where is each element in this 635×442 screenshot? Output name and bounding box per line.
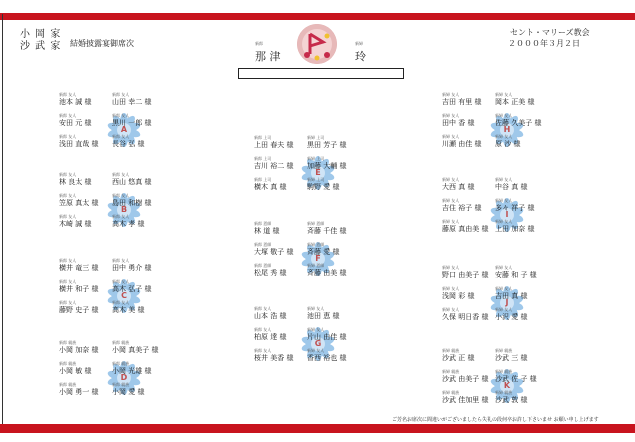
guest-role: 新婦 友人 [495, 198, 513, 203]
table-letter: I [500, 208, 514, 222]
guest-name: 小岡 光雄 様 [112, 367, 152, 375]
guest-name: 黒田 芳子 様 [307, 141, 347, 149]
guest-role: 新郎 親族 [59, 340, 77, 345]
guest-role: 新郎 親族 [112, 361, 130, 366]
guest-role: 新郎 友人 [59, 300, 77, 305]
guest-role: 新郎 上司 [254, 156, 272, 161]
guest-name: 岡本 正美 様 [495, 98, 535, 106]
guest-name: 小岡 勇一 様 [59, 388, 99, 396]
guest-role: 新婦 上司 [307, 177, 325, 182]
table-letter: K [500, 379, 514, 393]
top-red-bar [0, 13, 635, 20]
guest-role: 新郎 友人 [59, 214, 77, 219]
bride-family-title: 沙 武 家 [20, 41, 62, 52]
bottom-red-bar [0, 424, 635, 433]
guest-role: 新婦 親族 [442, 369, 460, 374]
venue: セント・マリーズ教会 [510, 28, 590, 37]
guest-role: 新郎 友人 [112, 258, 130, 263]
guest-name: 藤野 史子 様 [59, 306, 99, 314]
guest-name: 山田 幸二 様 [112, 98, 152, 106]
reception-title: 結婚披露宴御席次 [70, 39, 134, 48]
guest-name: 沙武 由美子 様 [442, 375, 489, 383]
groom-family-title: 小 岡 家 [20, 29, 62, 40]
guest-role: 新婦 友人 [442, 265, 460, 270]
guest-name: 川瀬 由佳 様 [442, 140, 482, 148]
guest-role: 新婦 親族 [442, 390, 460, 395]
guest-role: 新婦 友人 [495, 307, 513, 312]
guest-name: 林 道 様 [254, 227, 280, 235]
guest-name: 大西 真 様 [442, 183, 475, 191]
guest-role: 新婦 親族 [495, 390, 513, 395]
guest-name: 小岡 愛 様 [112, 388, 145, 396]
guest-name: 大塚 敬子 様 [254, 248, 294, 256]
guest-role: 新郎 恩師 [254, 263, 272, 268]
groom-label: 新郎 [255, 41, 263, 46]
guest-name: 小岡 加奈 様 [59, 346, 99, 354]
guest-role: 新郎 友人 [59, 134, 77, 139]
guest-name: 駒野 愛 様 [307, 183, 340, 191]
guest-name: 佐藤 久美子 様 [495, 119, 542, 127]
guest-name: 沙武 佳加里 様 [442, 396, 489, 404]
guest-role: 新郎 友人 [59, 258, 77, 263]
guest-role: 新婦 親族 [495, 369, 513, 374]
guest-role: 新郎 友人 [112, 113, 130, 118]
guest-role: 新婦 友人 [495, 177, 513, 182]
guest-role: 新郎 友人 [59, 279, 77, 284]
guest-name: 山本 浩 様 [254, 312, 287, 320]
guest-name: 上田 加奈 様 [495, 225, 535, 233]
guest-name: 林 良太 様 [59, 178, 92, 186]
guest-role: 新郎 友人 [254, 327, 272, 332]
guest-role: 新郎 親族 [59, 361, 77, 366]
guest-name: 高木 孝 様 [112, 220, 145, 228]
guest-role: 新婦 友人 [307, 327, 325, 332]
guest-role: 新婦 友人 [495, 265, 513, 270]
guest-role: 新郎 友人 [112, 92, 130, 97]
bride-name: 玲 [355, 50, 366, 63]
groom-name: 那 津 [255, 50, 281, 63]
guest-role: 新郎 恩師 [254, 242, 272, 247]
date: ２０００年３月２日 [508, 39, 580, 48]
guest-name: 池本 誠 様 [59, 98, 92, 106]
guest-name: 沙武 敦 様 [495, 396, 528, 404]
guest-role: 新郎 親族 [59, 382, 77, 387]
guest-role: 新婦 友人 [442, 134, 460, 139]
guest-role: 新婦 友人 [442, 92, 460, 97]
guest-role: 新郎 友人 [254, 348, 272, 353]
guest-name: 加藤 大輔 様 [307, 162, 347, 170]
table-letter: A [117, 123, 131, 137]
guest-name: 斉藤 愛 様 [307, 248, 340, 256]
guest-role: 新婦 親族 [495, 348, 513, 353]
guest-role: 新郎 友人 [59, 172, 77, 177]
guest-role: 新郎 親族 [112, 382, 130, 387]
guest-name: 沙武 佐 子 様 [495, 375, 537, 383]
guest-name: 木崎 誠 様 [59, 220, 92, 228]
guest-name: 笠原 真太 様 [59, 199, 99, 207]
guest-role: 新婦 友人 [495, 219, 513, 224]
guest-name: 小岡 真美子 様 [112, 346, 159, 354]
guest-name: 吉住 裕子 様 [442, 204, 482, 212]
guest-role: 新郎 親族 [112, 340, 130, 345]
table-letter: G [311, 337, 325, 351]
guest-role: 新婦 友人 [495, 134, 513, 139]
guest-role: 新婦 友人 [307, 306, 325, 311]
guest-name: 久保 明日香 様 [442, 313, 489, 321]
guest-role: 新婦 上司 [307, 135, 325, 140]
message-box [238, 68, 404, 79]
guest-role: 新婦 友人 [442, 219, 460, 224]
guest-role: 新郎 友人 [112, 172, 130, 177]
guest-role: 新婦 友人 [307, 348, 325, 353]
guest-role: 新婦 友人 [495, 113, 513, 118]
guest-name: 横井 竜三 様 [59, 264, 99, 272]
guest-name: 沙武 三 様 [495, 354, 528, 362]
guest-name: 吉田 有里 様 [442, 98, 482, 106]
couple-emblem-icon [297, 24, 337, 64]
guest-name: 斉藤 由美 様 [307, 269, 347, 277]
guest-name: 横木 真 様 [254, 183, 287, 191]
guest-name: 片山 由佳 様 [307, 333, 347, 341]
guest-name: 中谷 真 様 [495, 183, 528, 191]
guest-name: 高木 美 様 [112, 306, 145, 314]
guest-name: 横井 和子 様 [59, 285, 99, 293]
guest-role: 新郎 友人 [59, 92, 77, 97]
guest-role: 新婦 上司 [307, 156, 325, 161]
guest-name: 斉藤 千佳 様 [307, 227, 347, 235]
guest-role: 新郎 恩師 [254, 221, 272, 226]
guest-name: 小沢 愛 様 [495, 313, 528, 321]
guest-role: 新婦 親族 [442, 348, 460, 353]
guest-name: 吉川 裕二 様 [254, 162, 294, 170]
guest-role: 新郎 友人 [59, 193, 77, 198]
guest-role: 新婦 恩師 [307, 242, 325, 247]
left-edge-line [2, 14, 3, 424]
guest-role: 新郎 友人 [112, 134, 130, 139]
guest-name: 安田 元 様 [59, 119, 92, 127]
guest-role: 新郎 友人 [112, 193, 130, 198]
guest-name: 島田 和樹 様 [112, 199, 152, 207]
guest-role: 新郎 上司 [254, 135, 272, 140]
guest-name: 田中 勇介 様 [112, 264, 152, 272]
guest-name: 高木 弘子 様 [112, 285, 152, 293]
guest-name: 池田 恵 様 [307, 312, 340, 320]
guest-role: 新婦 友人 [442, 198, 460, 203]
guest-name: 香西 裕也 様 [307, 354, 347, 362]
table-letter: J [500, 296, 514, 310]
guest-role: 新郎 友人 [254, 306, 272, 311]
guest-role: 新婦 友人 [495, 286, 513, 291]
guest-name: 長谷 弘 様 [112, 140, 145, 148]
guest-name: 黒川 一郎 様 [112, 119, 152, 127]
table-letter: D [117, 371, 131, 385]
guest-role: 新婦 友人 [442, 286, 460, 291]
guest-role: 新郎 友人 [112, 214, 130, 219]
guest-name: 田中 香 様 [442, 119, 475, 127]
guest-name: 原 沙 様 [495, 140, 521, 148]
guest-name: 多々 祥子 様 [495, 204, 535, 212]
guest-name: 浅田 直哉 様 [59, 140, 99, 148]
guest-name: 浅岡 彩 様 [442, 292, 475, 300]
footer-note: ご芳名お席次に間違いがございましたら失礼の段何卒お許し下さいませ お願い申し上げます [392, 417, 599, 423]
guest-name: 野口 由美子 様 [442, 271, 489, 279]
guest-role: 新婦 恩師 [307, 221, 325, 226]
guest-role: 新婦 恩師 [307, 263, 325, 268]
table-letter: H [500, 123, 514, 137]
guest-role: 新郎 上司 [254, 177, 272, 182]
guest-role: 新婦 友人 [495, 92, 513, 97]
table-letter: C [117, 289, 131, 303]
guest-name: 柏原 達 様 [254, 333, 287, 341]
guest-role: 新郎 友人 [112, 300, 130, 305]
guest-role: 新郎 友人 [59, 113, 77, 118]
guest-name: 松尾 秀 様 [254, 269, 287, 277]
guest-role: 新婦 友人 [442, 113, 460, 118]
guest-name: 西山 悠真 様 [112, 178, 152, 186]
guest-role: 新郎 友人 [112, 279, 130, 284]
guest-name: 藤原 真由美 様 [442, 225, 489, 233]
table-letter: B [117, 203, 131, 217]
table-letter: E [311, 166, 325, 180]
guest-name: 吉田 真 様 [495, 292, 528, 300]
table-letter: F [311, 252, 325, 266]
guest-name: 上田 春夫 様 [254, 141, 294, 149]
guest-role: 新婦 友人 [442, 307, 460, 312]
guest-role: 新婦 友人 [442, 177, 460, 182]
bride-label: 新婦 [355, 41, 363, 46]
guest-name: 小岡 敏 様 [59, 367, 92, 375]
guest-name: 沙武 正 様 [442, 354, 475, 362]
guest-name: 安藤 和 子 様 [495, 271, 537, 279]
guest-name: 桜井 美香 様 [254, 354, 294, 362]
